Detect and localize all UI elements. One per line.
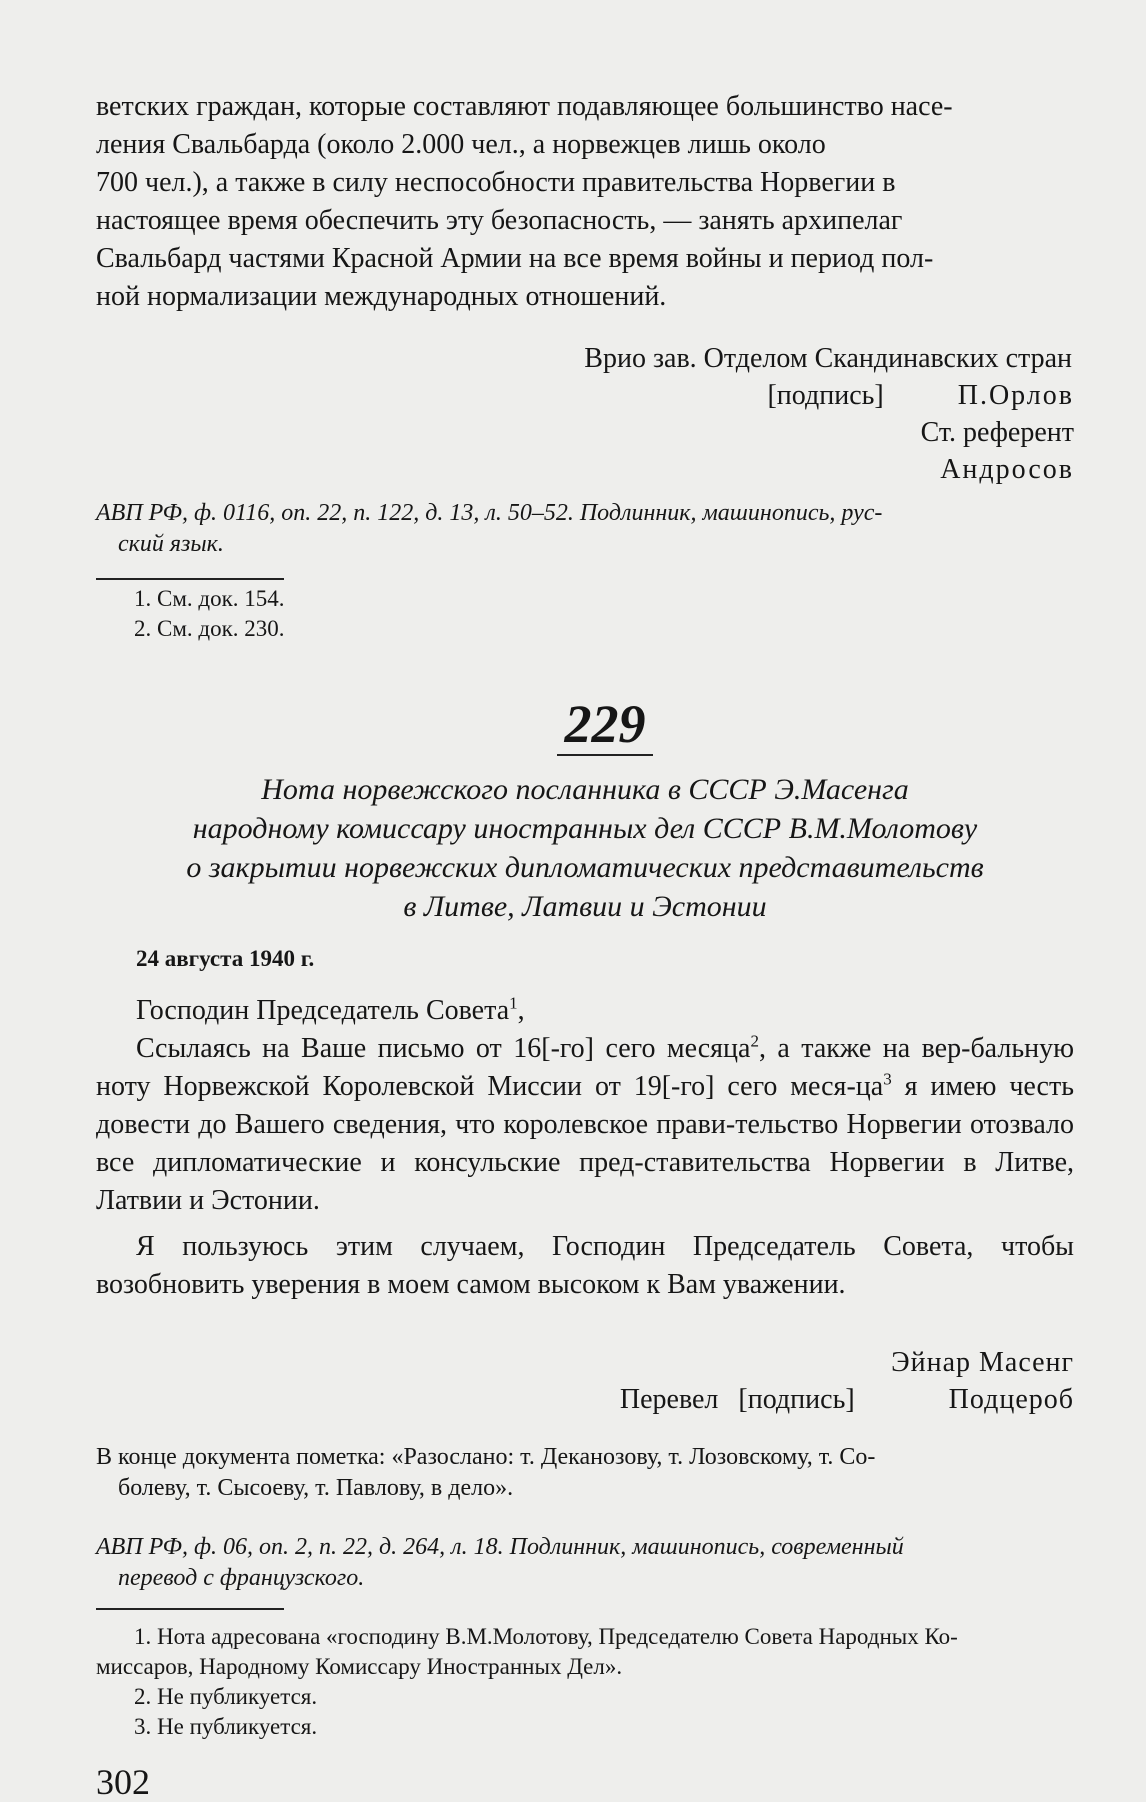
footnote: 1. Нота адресована «господину В.М.Молотову, Председателю Совета Народных Ко- (134, 1624, 958, 1649)
footnotes-2 (96, 1622, 1074, 1742)
signature-block-1 (96, 340, 1074, 488)
translator-row (96, 1381, 1074, 1418)
document-number: 229 (564, 694, 646, 754)
archive-line: перевод с французского. (118, 1565, 365, 1591)
distribution-note (96, 1442, 1074, 1504)
note-line: болеву, т. Сысоеву, т. Павлову, в дело». (118, 1475, 514, 1501)
text-line: ления Свальбарда (около 2.000 чел., а норвежцев лишь около (96, 129, 826, 160)
document-title (96, 770, 1074, 926)
footnote: 3. Не публикуется. (134, 1714, 318, 1739)
note-line: В конце документа пометка: «Разослано: т. Деканозову, т. Лозовскому, т. Со- (96, 1444, 876, 1470)
signer-name: Андросов (940, 454, 1074, 485)
text-line: настоящее время обеспечить эту безопасность, — занять архипелаг (96, 205, 903, 236)
footnotes-1 (96, 584, 1074, 644)
title-line: народному комиссару иностранных дел СССР В.М.Молотову (192, 812, 978, 845)
letter-body (96, 992, 1074, 1304)
archive-line: ский язык. (118, 531, 224, 557)
translated-label: Перевел (619, 1384, 719, 1415)
title-line: о закрытии норвежских дипломатических представительств (186, 851, 984, 884)
paragraph-text: Ссылаясь на Ваше письмо от 16[-го] сего месяца (136, 1033, 751, 1064)
signature-row (96, 377, 1074, 414)
footnote: 2. См. док. 230. (134, 616, 285, 641)
document-date: 24 августа 1940 г. (136, 946, 315, 971)
salutation: Господин Председатель Совета$^1$, (136, 993, 525, 1026)
signer-name: П.Орлов (957, 380, 1074, 411)
translator-name: Подцероб (948, 1384, 1074, 1415)
text-line: ветских граждан, которые составляют подавляющее большинство насе- (96, 91, 953, 122)
footnote-ref: 3 (883, 1069, 892, 1089)
salutation-text: Господин Председатель Совета (136, 995, 510, 1026)
archive-reference-2 (96, 1532, 1074, 1594)
document-number-rule (557, 754, 653, 756)
text-line: Свальбард частями Красной Армии на все время войны и период пол- (96, 243, 934, 274)
top-paragraph (96, 88, 1074, 316)
paragraph-text: , а также на вер-бальную ноту Норвежской Королевской Миссии от 19[-го] сего меся-ца (96, 1033, 1075, 1102)
footnote-ref: 1 (509, 993, 518, 1013)
text-line: ной нормализации международных отношений. (96, 281, 667, 312)
signature-placeholder: [подпись] (738, 1384, 855, 1415)
footnote-divider (96, 578, 284, 580)
letter-paragraph: Я пользуюсь этим случаем, Господин Председатель Совета, чтобы возобновить уверения в моем самом высоком к Вам уважении. (96, 1231, 1074, 1300)
title-line: Нота норвежского посланника в СССР Э.Масенга (261, 773, 909, 806)
archive-reference-1 (96, 498, 1074, 560)
document-page (96, 88, 1074, 1802)
signer-name: Эйнар Масенг (891, 1347, 1074, 1378)
signer-title: Ст. референт (920, 417, 1074, 448)
footnote-divider (96, 1608, 284, 1610)
letter-paragraph (96, 1030, 1074, 1220)
footnote: миссаров, Народному Комиссару Иностранных Дел». (96, 1654, 623, 1679)
signer-title: Врио зав. Отделом Скандинавских стран (584, 343, 1072, 374)
archive-line: АВП РФ, ф. 06, оп. 2, п. 22, д. 264, л. 18. Подлинник, машинопись, современный (96, 1534, 904, 1560)
text-line: 700 чел.), а также в силу неспособности правительства Норвегии в (96, 167, 896, 198)
signature-placeholder: [подпись] (767, 380, 884, 411)
footnote: 1. См. док. 154. (134, 586, 285, 611)
signature-block-2 (96, 1344, 1074, 1418)
footnote-ref: 2 (750, 1031, 759, 1051)
archive-line: АВП РФ, ф. 0116, оп. 22, п. 122, д. 13, л. 50–52. Подлинник, машинопись, рус- (96, 500, 883, 526)
page-number: 302 (96, 1762, 150, 1802)
paragraph-text: я имею честь довести до Вашего сведения, что королевское прави-тельство Норвегии отозвало все дипломатические и консульские пред-ставительства Норвегии в Литве, Латвии и Эстонии. (96, 1071, 1074, 1216)
title-line: в Литве, Латвии и Эстонии (403, 890, 767, 923)
footnote: 2. Не публикуется. (134, 1684, 318, 1709)
